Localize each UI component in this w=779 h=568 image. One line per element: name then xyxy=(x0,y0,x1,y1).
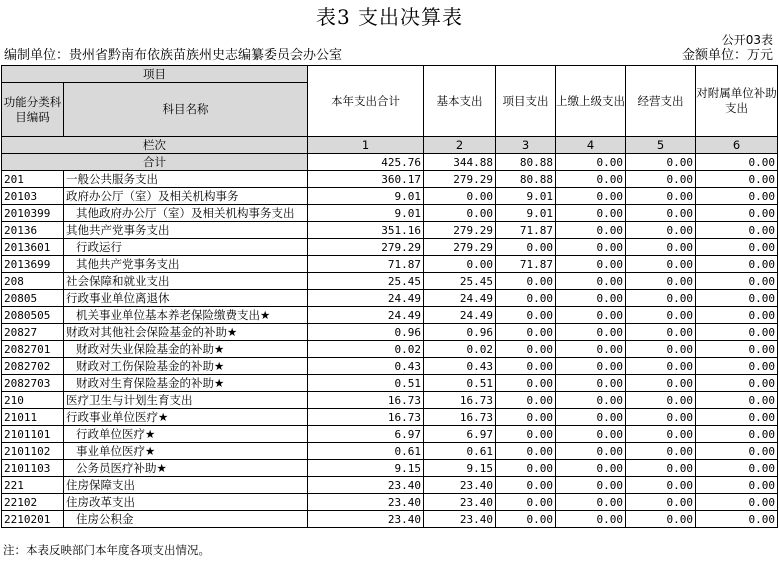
row-value-6: 0.00 xyxy=(696,511,778,528)
row-name: 住房改革支出 xyxy=(64,494,308,511)
row-value-2: 6.97 xyxy=(424,426,496,443)
row-value-5: 0.00 xyxy=(626,171,696,188)
row-value-1: 9.01 xyxy=(308,205,424,222)
total-value-1: 425.76 xyxy=(308,154,424,171)
table-row xyxy=(2,392,778,409)
row-value-2: 16.73 xyxy=(424,409,496,426)
row-value-4: 0.00 xyxy=(556,205,626,222)
row-value-4: 0.00 xyxy=(556,409,626,426)
row-value-6: 0.00 xyxy=(696,358,778,375)
row-code: 2082703 xyxy=(2,375,64,392)
row-value-3: 0.00 xyxy=(496,290,556,307)
row-name: 财政对失业保险基金的补助★ xyxy=(64,341,308,358)
row-code: 2080505 xyxy=(2,307,64,324)
table-row xyxy=(2,460,778,477)
row-value-6: 0.00 xyxy=(696,273,778,290)
row-value-4: 0.00 xyxy=(556,494,626,511)
row-value-2: 279.29 xyxy=(424,171,496,188)
row-name: 机关事业单位基本养老保险缴费支出★ xyxy=(64,307,308,324)
row-value-2: 0.96 xyxy=(424,324,496,341)
row-value-4: 0.00 xyxy=(556,307,626,324)
row-value-3: 71.87 xyxy=(496,222,556,239)
table-row xyxy=(2,511,778,528)
row-value-6: 0.00 xyxy=(696,341,778,358)
row-value-6: 0.00 xyxy=(696,477,778,494)
row-name: 其他政府办公厅（室）及相关机构事务支出 xyxy=(64,205,308,222)
row-value-1: 24.49 xyxy=(308,307,424,324)
row-value-1: 9.01 xyxy=(308,188,424,205)
row-value-6: 0.00 xyxy=(696,222,778,239)
row-value-6: 0.00 xyxy=(696,324,778,341)
row-value-3: 0.00 xyxy=(496,273,556,290)
row-value-4: 0.00 xyxy=(556,324,626,341)
table-row xyxy=(2,341,778,358)
row-value-5: 0.00 xyxy=(626,426,696,443)
table-row xyxy=(2,443,778,460)
row-value-4: 0.00 xyxy=(556,171,626,188)
row-value-5: 0.00 xyxy=(626,375,696,392)
header-col-5: 经营支出 xyxy=(626,66,696,137)
row-name: 行政单位医疗★ xyxy=(64,426,308,443)
row-value-3: 0.00 xyxy=(496,392,556,409)
row-code: 201 xyxy=(2,171,64,188)
row-value-5: 0.00 xyxy=(626,511,696,528)
row-value-4: 0.00 xyxy=(556,188,626,205)
row-code: 2101103 xyxy=(2,460,64,477)
table-row xyxy=(2,324,778,341)
row-value-3: 80.88 xyxy=(496,171,556,188)
row-name: 公务员医疗补助★ xyxy=(64,460,308,477)
row-code: 20805 xyxy=(2,290,64,307)
row-value-2: 279.29 xyxy=(424,239,496,256)
header-func-code: 功能分类科目编码 xyxy=(2,83,64,137)
row-code: 20136 xyxy=(2,222,64,239)
row-name: 其他共产党事务支出 xyxy=(64,222,308,239)
row-value-3: 0.00 xyxy=(496,375,556,392)
row-value-2: 0.00 xyxy=(424,205,496,222)
row-value-1: 0.51 xyxy=(308,375,424,392)
row-code: 2082702 xyxy=(2,358,64,375)
row-value-5: 0.00 xyxy=(626,307,696,324)
row-value-4: 0.00 xyxy=(556,256,626,273)
table-row xyxy=(2,239,778,256)
row-value-3: 0.00 xyxy=(496,324,556,341)
row-code: 2013601 xyxy=(2,239,64,256)
col-number-6: 6 xyxy=(696,137,778,154)
row-code: 208 xyxy=(2,273,64,290)
row-value-5: 0.00 xyxy=(626,273,696,290)
total-label: 合计 xyxy=(2,154,308,171)
table-row xyxy=(2,188,778,205)
table-row xyxy=(2,256,778,273)
row-value-3: 0.00 xyxy=(496,494,556,511)
row-name: 政府办公厅（室）及相关机构事务 xyxy=(64,188,308,205)
table-row xyxy=(2,205,778,222)
table-row xyxy=(2,358,778,375)
row-value-6: 0.00 xyxy=(696,205,778,222)
row-value-1: 6.97 xyxy=(308,426,424,443)
row-value-1: 9.15 xyxy=(308,460,424,477)
row-code: 2101101 xyxy=(2,426,64,443)
page-title: 表3 支出决算表 xyxy=(315,5,464,29)
row-value-4: 0.00 xyxy=(556,460,626,477)
expenditure-table xyxy=(1,65,778,528)
row-value-2: 25.45 xyxy=(424,273,496,290)
unit-row xyxy=(0,48,779,64)
row-value-2: 0.00 xyxy=(424,256,496,273)
row-value-1: 16.73 xyxy=(308,392,424,409)
row-value-1: 23.40 xyxy=(308,477,424,494)
row-value-5: 0.00 xyxy=(626,409,696,426)
row-value-1: 351.16 xyxy=(308,222,424,239)
row-name: 其他共产党事务支出 xyxy=(64,256,308,273)
row-name: 行政运行 xyxy=(64,239,308,256)
col-number-4: 4 xyxy=(556,137,626,154)
row-value-5: 0.00 xyxy=(626,477,696,494)
row-name: 一般公共服务支出 xyxy=(64,171,308,188)
row-value-5: 0.00 xyxy=(626,188,696,205)
row-value-5: 0.00 xyxy=(626,392,696,409)
row-value-3: 9.01 xyxy=(496,188,556,205)
row-code: 2210201 xyxy=(2,511,64,528)
row-value-6: 0.00 xyxy=(696,188,778,205)
row-value-1: 23.40 xyxy=(308,494,424,511)
col-number-2: 2 xyxy=(424,137,496,154)
row-code: 221 xyxy=(2,477,64,494)
table-row xyxy=(2,171,778,188)
row-value-4: 0.00 xyxy=(556,426,626,443)
row-value-2: 279.29 xyxy=(424,222,496,239)
row-value-6: 0.00 xyxy=(696,392,778,409)
row-value-4: 0.00 xyxy=(556,443,626,460)
row-value-5: 0.00 xyxy=(626,256,696,273)
row-value-5: 0.00 xyxy=(626,443,696,460)
row-value-1: 0.96 xyxy=(308,324,424,341)
row-value-1: 0.02 xyxy=(308,341,424,358)
row-name: 住房公积金 xyxy=(64,511,308,528)
row-value-3: 71.87 xyxy=(496,256,556,273)
amount-unit: 金额单位：万元 xyxy=(681,48,773,63)
header-item: 项目 xyxy=(2,66,308,83)
row-name: 医疗卫生与计划生育支出 xyxy=(64,392,308,409)
row-code: 20827 xyxy=(2,324,64,341)
row-value-3: 9.01 xyxy=(496,205,556,222)
row-value-6: 0.00 xyxy=(696,290,778,307)
row-value-5: 0.00 xyxy=(626,341,696,358)
row-value-4: 0.00 xyxy=(556,290,626,307)
row-value-5: 0.00 xyxy=(626,222,696,239)
row-value-3: 0.00 xyxy=(496,341,556,358)
row-value-5: 0.00 xyxy=(626,324,696,341)
row-value-3: 0.00 xyxy=(496,426,556,443)
row-value-4: 0.00 xyxy=(556,392,626,409)
header-col-3: 项目支出 xyxy=(496,66,556,137)
row-value-1: 25.45 xyxy=(308,273,424,290)
row-name: 行政事业单位离退休 xyxy=(64,290,308,307)
row-value-6: 0.00 xyxy=(696,375,778,392)
row-value-6: 0.00 xyxy=(696,256,778,273)
row-value-6: 0.00 xyxy=(696,307,778,324)
row-name: 住房保障支出 xyxy=(64,477,308,494)
row-value-2: 23.40 xyxy=(424,477,496,494)
row-value-3: 0.00 xyxy=(496,358,556,375)
header-col-2: 基本支出 xyxy=(424,66,496,137)
row-code: 210 xyxy=(2,392,64,409)
row-value-3: 0.00 xyxy=(496,460,556,477)
total-value-6: 0.00 xyxy=(696,154,778,171)
row-value-6: 0.00 xyxy=(696,426,778,443)
table-row xyxy=(2,409,778,426)
table-row xyxy=(2,494,778,511)
row-value-2: 0.43 xyxy=(424,358,496,375)
table-row xyxy=(2,307,778,324)
row-value-1: 0.61 xyxy=(308,443,424,460)
row-value-5: 0.00 xyxy=(626,494,696,511)
row-value-5: 0.00 xyxy=(626,205,696,222)
row-value-5: 0.00 xyxy=(626,290,696,307)
row-name: 财政对工伤保险基金的补助★ xyxy=(64,358,308,375)
row-value-2: 24.49 xyxy=(424,307,496,324)
row-value-2: 9.15 xyxy=(424,460,496,477)
row-value-3: 0.00 xyxy=(496,443,556,460)
row-name: 社会保障和就业支出 xyxy=(64,273,308,290)
row-value-4: 0.00 xyxy=(556,222,626,239)
row-value-3: 0.00 xyxy=(496,409,556,426)
row-code: 2082701 xyxy=(2,341,64,358)
row-value-4: 0.00 xyxy=(556,511,626,528)
row-value-2: 0.00 xyxy=(424,188,496,205)
row-value-5: 0.00 xyxy=(626,239,696,256)
table-row xyxy=(2,290,778,307)
row-value-1: 360.17 xyxy=(308,171,424,188)
row-code: 22102 xyxy=(2,494,64,511)
row-code: 20103 xyxy=(2,188,64,205)
total-value-5: 0.00 xyxy=(626,154,696,171)
row-value-5: 0.00 xyxy=(626,460,696,477)
footnote: 注：本表反映部门本年度各项支出情况。 xyxy=(3,543,210,557)
row-value-3: 0.00 xyxy=(496,239,556,256)
row-value-3: 0.00 xyxy=(496,511,556,528)
row-code: 2013699 xyxy=(2,256,64,273)
row-value-4: 0.00 xyxy=(556,477,626,494)
table-row xyxy=(2,222,778,239)
row-name: 事业单位医疗★ xyxy=(64,443,308,460)
row-value-6: 0.00 xyxy=(696,460,778,477)
row-value-1: 279.29 xyxy=(308,239,424,256)
row-value-2: 23.40 xyxy=(424,494,496,511)
row-value-3: 0.00 xyxy=(496,477,556,494)
row-value-4: 0.00 xyxy=(556,273,626,290)
col-number-5: 5 xyxy=(626,137,696,154)
total-value-2: 344.88 xyxy=(424,154,496,171)
row-value-2: 0.51 xyxy=(424,375,496,392)
row-value-5: 0.00 xyxy=(626,358,696,375)
row-value-2: 23.40 xyxy=(424,511,496,528)
row-value-4: 0.00 xyxy=(556,239,626,256)
col-number-1: 1 xyxy=(308,137,424,154)
row-value-3: 0.00 xyxy=(496,307,556,324)
row-value-6: 0.00 xyxy=(696,171,778,188)
header-col-6: 对附属单位补助支出 xyxy=(696,66,778,137)
header-col-1: 本年支出合计 xyxy=(308,66,424,137)
total-value-4: 0.00 xyxy=(556,154,626,171)
header-lanci: 栏次 xyxy=(2,137,308,154)
row-value-1: 71.87 xyxy=(308,256,424,273)
row-value-4: 0.00 xyxy=(556,358,626,375)
header-subject-name: 科目名称 xyxy=(64,83,308,137)
compiling-unit: 编制单位：贵州省黔南布依族苗族州史志编纂委员会办公室 xyxy=(4,48,343,63)
row-value-6: 0.00 xyxy=(696,443,778,460)
col-number-3: 3 xyxy=(496,137,556,154)
row-name: 财政对其他社会保险基金的补助★ xyxy=(64,324,308,341)
row-name: 行政事业单位医疗★ xyxy=(64,409,308,426)
row-value-6: 0.00 xyxy=(696,494,778,511)
form-code: 公开03表 xyxy=(721,33,773,47)
row-value-2: 0.61 xyxy=(424,443,496,460)
row-value-1: 0.43 xyxy=(308,358,424,375)
row-value-2: 24.49 xyxy=(424,290,496,307)
row-value-2: 16.73 xyxy=(424,392,496,409)
row-value-1: 23.40 xyxy=(308,511,424,528)
row-value-6: 0.00 xyxy=(696,409,778,426)
total-value-3: 80.88 xyxy=(496,154,556,171)
row-value-4: 0.00 xyxy=(556,341,626,358)
row-name: 财政对生育保险基金的补助★ xyxy=(64,375,308,392)
total-row xyxy=(2,154,778,171)
row-value-4: 0.00 xyxy=(556,375,626,392)
row-code: 2010399 xyxy=(2,205,64,222)
header-col-4: 上缴上级支出 xyxy=(556,66,626,137)
row-value-1: 24.49 xyxy=(308,290,424,307)
table-row xyxy=(2,477,778,494)
table-row xyxy=(2,273,778,290)
table-row xyxy=(2,426,778,443)
row-value-1: 16.73 xyxy=(308,409,424,426)
table-row xyxy=(2,375,778,392)
row-code: 21011 xyxy=(2,409,64,426)
row-value-6: 0.00 xyxy=(696,239,778,256)
row-code: 2101102 xyxy=(2,443,64,460)
row-value-2: 0.02 xyxy=(424,341,496,358)
